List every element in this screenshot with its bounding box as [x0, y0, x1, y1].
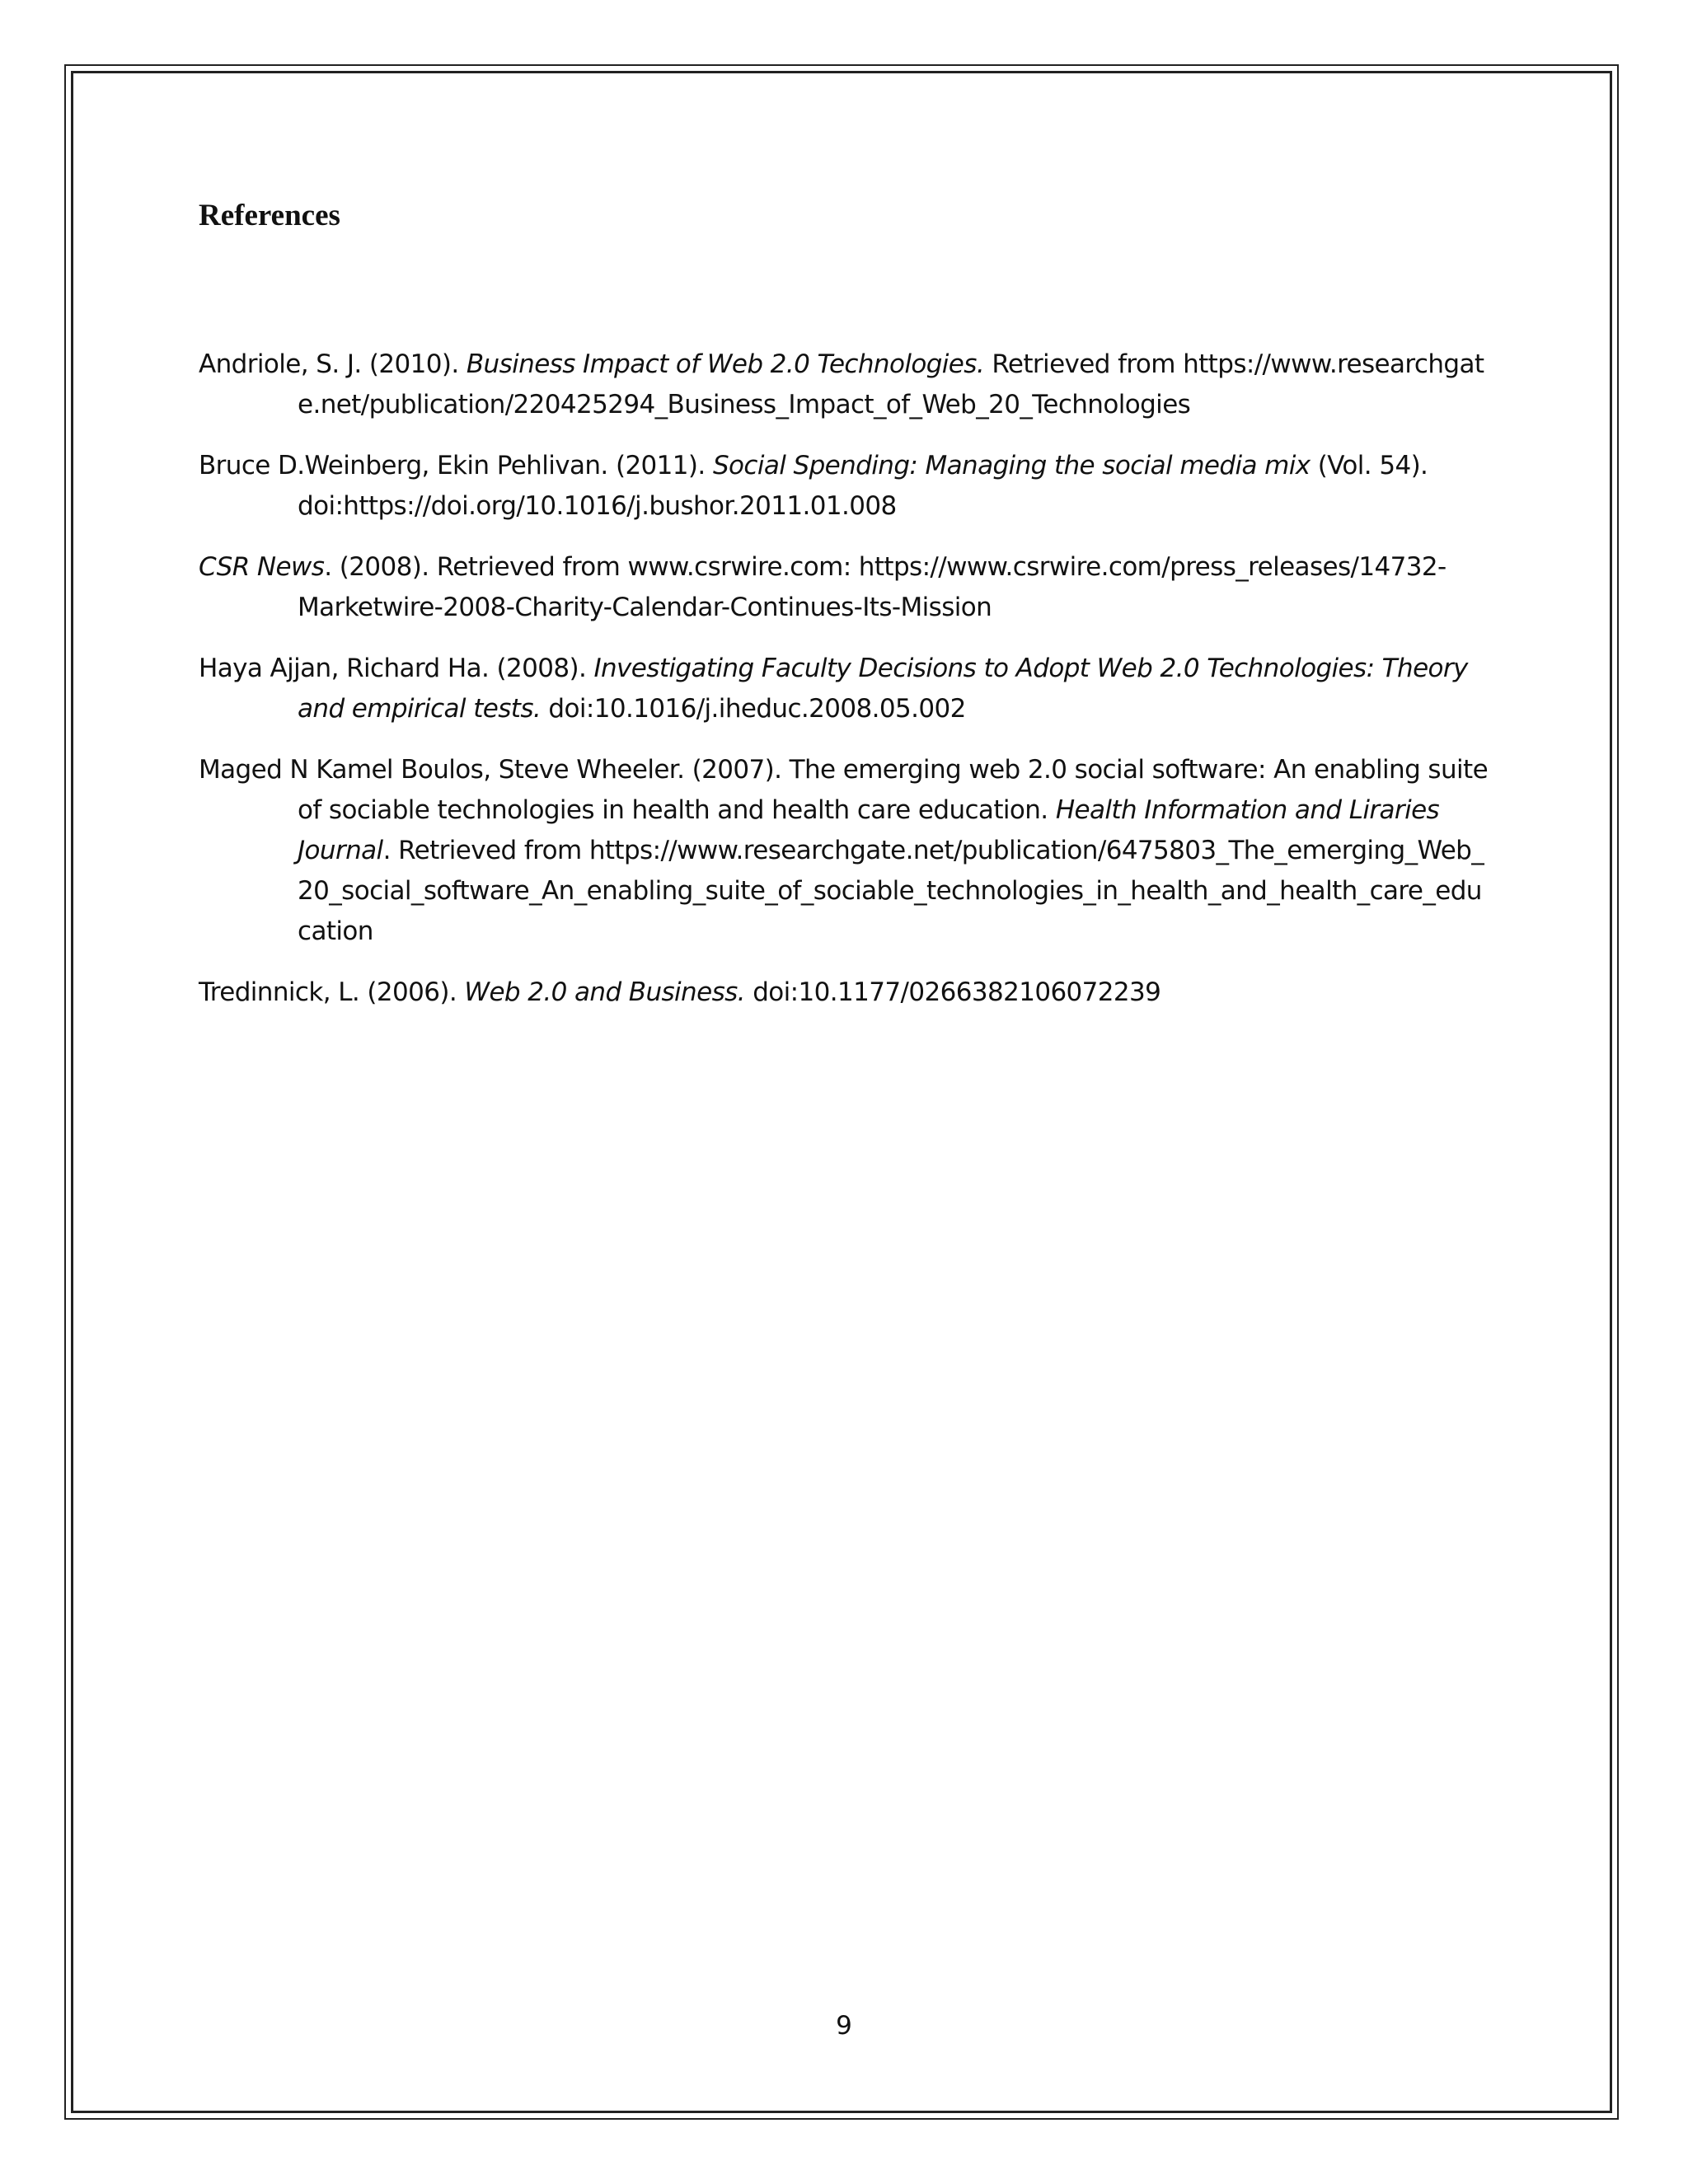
reference-author: Maged N Kamel Boulos, Steve Wheeler. (2007). The emerging web 2.0 social software: An enabling suite of sociable technologies in health and health care education.	[199, 755, 1489, 825]
reference-entry-andriole	[199, 344, 1493, 425]
reference-title: Social Spending: Managing the social media mix	[712, 451, 1311, 480]
reference-source: . Retrieved from https://www.researchgate.net/publication/6475803_The_emerging_Web_20_social_software_An_enabling_suite_of_sociable_technologies_in_health_and_health_care_education	[298, 836, 1484, 946]
reference-title: CSR News	[199, 552, 325, 582]
reference-author: Tredinnick, L. (2006).	[199, 977, 465, 1007]
reference-entry-csr-news	[199, 547, 1493, 628]
references-list	[199, 344, 1493, 1033]
reference-source: doi:10.1177/0266382106072239	[744, 977, 1161, 1007]
reference-title: Investigating Faculty Decisions to Adopt Web 2.0 Technologies: Theory and empirical tests.	[298, 654, 1468, 724]
reference-entry-weinberg	[199, 446, 1493, 527]
reference-author: Haya Ajjan, Richard Ha. (2008).	[199, 654, 594, 683]
reference-entry-boulos	[199, 750, 1493, 952]
reference-source: Retrieved from https://www.researchgate.net/publication/220425294_Business_Impact_of_Web_20_Technologies	[298, 349, 1484, 419]
references-heading: References	[199, 199, 340, 232]
page-number: 9	[836, 2011, 852, 2041]
reference-title: Business Impact of Web 2.0 Technologies.	[466, 349, 985, 379]
reference-source: (Vol. 54). doi:https://doi.org/10.1016/j.bushor.2011.01.008	[298, 451, 1428, 521]
reference-source: . (2008). Retrieved from www.csrwire.com: https://www.csrwire.com/press_releases/14732-Marketwire-2008-Charity-Calendar-Continues-Its-Mission	[298, 552, 1447, 622]
reference-entry-ajjan	[199, 649, 1493, 729]
reference-author: Bruce D.Weinberg, Ekin Pehlivan. (2011).	[199, 451, 713, 480]
reference-source: doi:10.1016/j.iheduc.2008.05.002	[541, 694, 966, 724]
reference-entry-tredinnick	[199, 972, 1493, 1013]
reference-author: Andriole, S. J. (2010).	[199, 349, 467, 379]
reference-title: Health Information and Liraries Journal	[298, 795, 1440, 865]
reference-title: Web 2.0 and Business.	[464, 977, 745, 1007]
